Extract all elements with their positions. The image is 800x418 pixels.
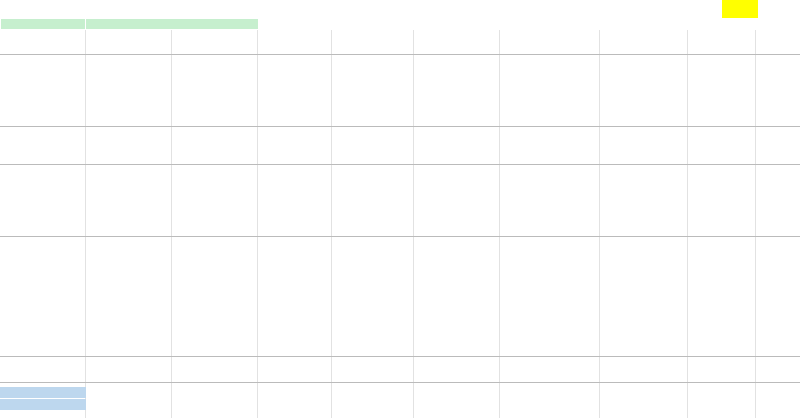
cell-rev[interactable] (332, 19, 414, 29)
summary-footer (0, 384, 800, 418)
cell-qty[interactable] (172, 19, 258, 29)
cell-bas[interactable] (500, 19, 600, 29)
table-row (0, 19, 800, 29)
total-profit-cell[interactable] (722, 0, 758, 18)
cell-pp[interactable] (756, 19, 800, 29)
cell-price[interactable] (258, 19, 332, 29)
cell-com[interactable] (414, 19, 500, 29)
cell-pu[interactable] (688, 19, 756, 29)
cell-sym[interactable] (1, 19, 85, 29)
cell-dt[interactable] (86, 19, 172, 29)
cell-rea[interactable] (600, 19, 688, 29)
